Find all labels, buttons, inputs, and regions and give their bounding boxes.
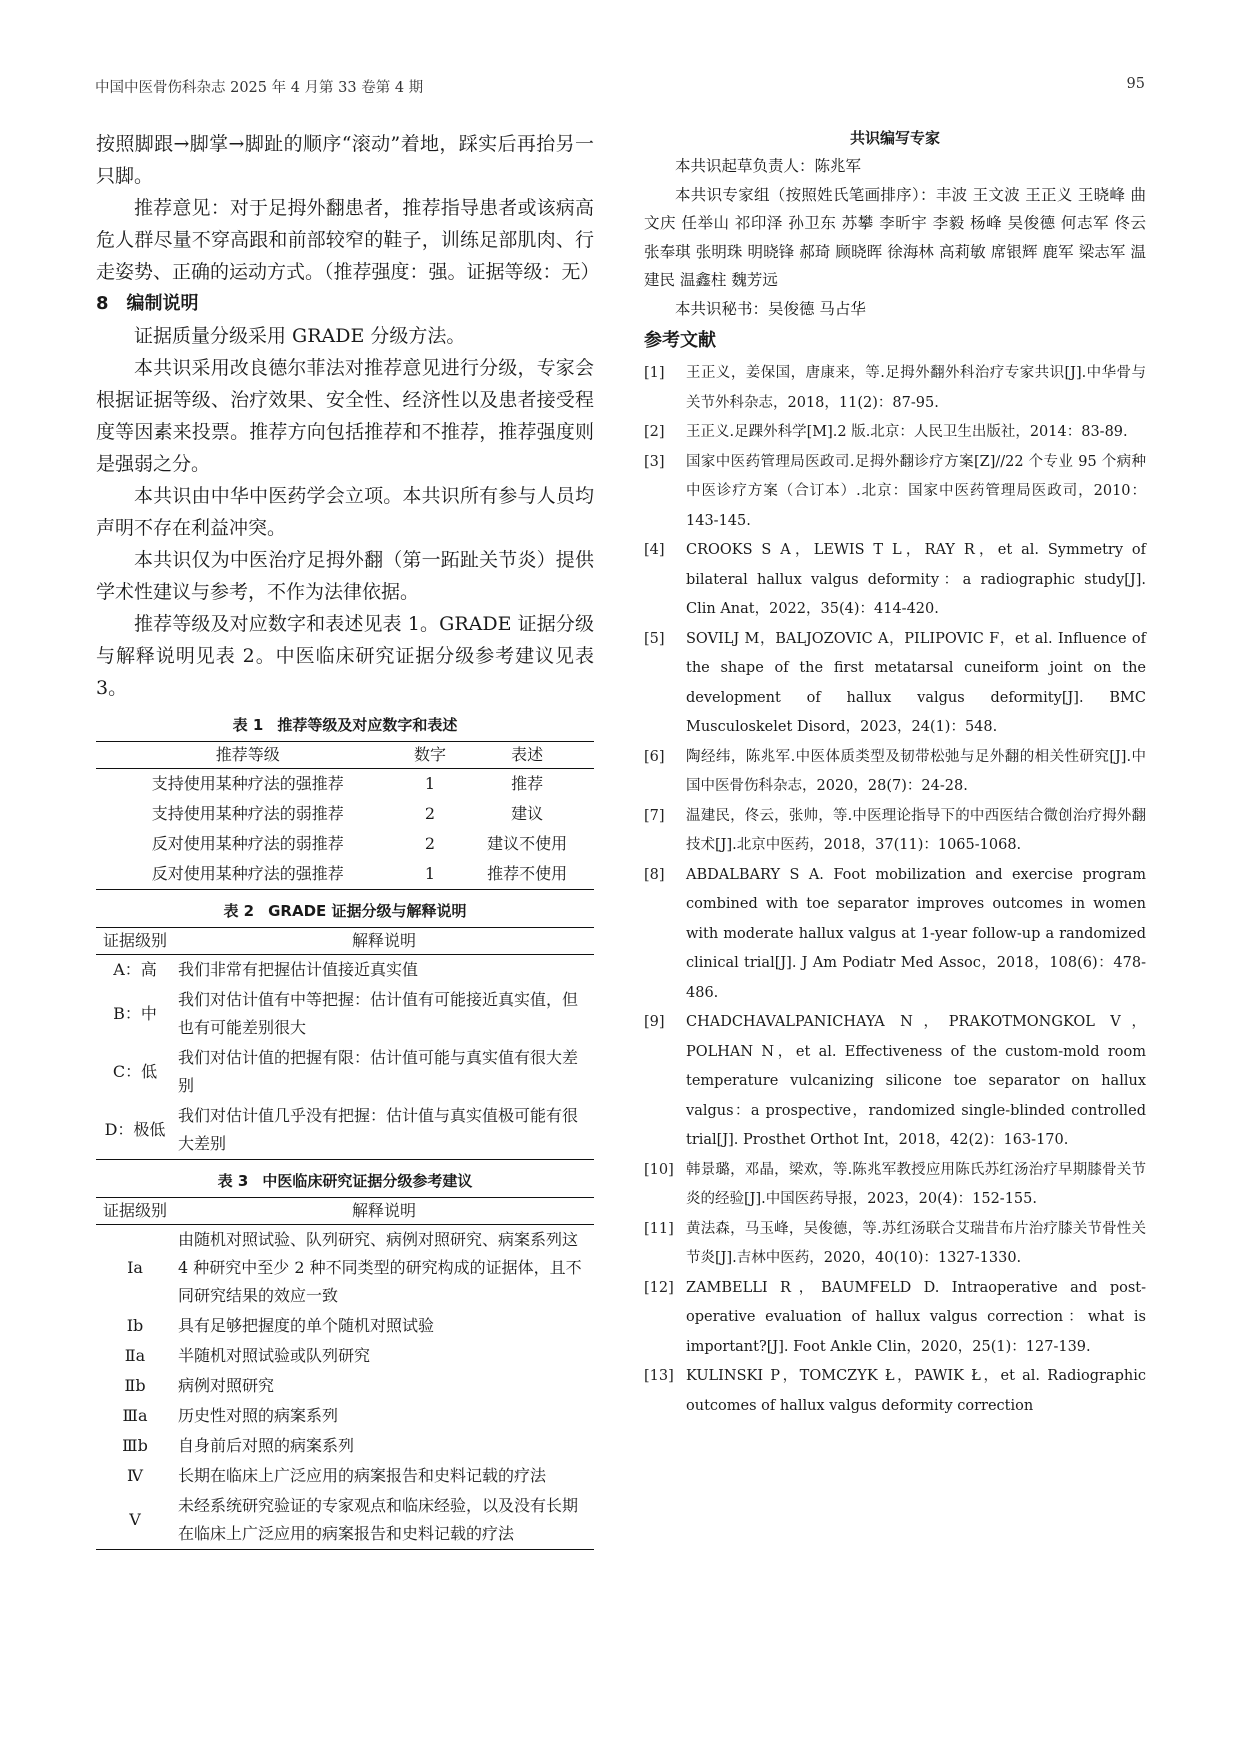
body-paragraph: 推荐等级及对应数字和表述见表 1。GRADE 证据分级与解释说明见表 2。中医临床研究证据分级参考建议见表 3。 bbox=[96, 613, 594, 699]
table3-header: 证据级别 bbox=[96, 1198, 174, 1225]
table2-caption bbox=[96, 900, 594, 921]
reference-number: [11] bbox=[644, 1220, 674, 1237]
table3-label: 表 3 bbox=[217, 1172, 249, 1190]
reference-number: [10] bbox=[644, 1161, 674, 1178]
experts-title: 共识编写专家 bbox=[849, 129, 940, 147]
table-cell: 历史性对照的病案系列 bbox=[178, 1406, 339, 1425]
reference-number: [9] bbox=[644, 1014, 665, 1030]
recommendation-paragraph: 推荐意见：对于足拇外翻患者，推荐指导患者或该病高危人群尽量不穿高跟和前部较窄的鞋子，训练足部肌肉、行走姿势、正确的运动方式。（推荐强度：强。证据等级：无） bbox=[96, 197, 600, 283]
reference-text: 黄法森，马玉峰，吴俊德，等.苏红汤联合艾瑞昔布片治疗膝关节骨性关节炎[J].吉林中医药，2020，40(10)：1327-1330. bbox=[686, 1220, 1146, 1266]
table-cell: 我们对估计值有中等把握：估计值有可能接近真实值，但也有可能差别很大 bbox=[178, 990, 579, 1037]
table-cell: Ⅰb bbox=[126, 1316, 144, 1335]
table-row bbox=[96, 1491, 594, 1550]
table2-header: 证据级别 bbox=[96, 928, 174, 955]
table-row bbox=[96, 1371, 594, 1401]
expert-group: 本共识专家组（按照姓氏笔画排序）：丰波 王文波 王正义 王晓峰 曲文庆 任举山 祁印泽 孙卫东 苏攀 李昕宇 李毅 杨峰 吴俊德 何志军 佟云 张奉琪 张明珠 明晓锋 郝琦 顾晓晖 徐海林 高莉敏 席银辉 鹿军 梁志军 温建民 温鑫柱 魏芳远 bbox=[644, 185, 1146, 289]
table-cell: Ⅲb bbox=[122, 1436, 148, 1455]
table-cell: 建议不使用 bbox=[487, 834, 568, 853]
reference-number: [8] bbox=[644, 866, 665, 883]
body-paragraph: 本共识由中华中医药学会立项。本共识所有参与人员均声明不存在利益冲突。 bbox=[96, 485, 594, 539]
reference-text: 温建民，佟云，张帅，等.中医理论指导下的中西医结合微创治疗拇外翻技术[J].北京中医药，2018，37(11)：1065-1068. bbox=[686, 807, 1146, 853]
table-cell: Ⅳ bbox=[127, 1466, 143, 1485]
table2 bbox=[96, 927, 594, 1160]
reference-text: CHADCHAVALPANICHAYA N，PRAKOTMONGKOL V，POLHAN N，et al. Effectiveness of the custom-mold room temperature vulcanizing silicone toe separator on hallux valgus：a prospective，randomized single-blinded controlled trial[J]. Prosthet Orthot Int，2018，42(2)：163-170. bbox=[686, 1014, 1146, 1148]
reference-item bbox=[644, 1008, 1146, 1156]
references-heading: 参考文献 bbox=[644, 330, 716, 351]
table-row bbox=[96, 1043, 594, 1101]
reference-text: 国家中医药管理局医政司.足拇外翻诊疗方案[Z]//22 个专业 95 个病种中医诊疗方案（合订本）.北京：国家中医药管理局医政司，2010：143-145. bbox=[686, 453, 1146, 529]
table-row bbox=[96, 829, 594, 859]
reference-number: [3] bbox=[644, 453, 665, 470]
table-cell: 支持使用某种疗法的弱推荐 bbox=[151, 804, 344, 823]
reference-item bbox=[644, 625, 1146, 743]
reference-item bbox=[644, 743, 1146, 802]
table2-title: GRADE 证据分级与解释说明 bbox=[268, 902, 467, 920]
section-title: 编制说明 bbox=[126, 293, 199, 314]
table-cell: C：低 bbox=[112, 1062, 158, 1081]
reference-text: SOVILJ M，BALJOZOVIC A，PILIPOVIC F，et al. Influence of the shape of the first metatarsal cuneiform joint on the development of hallux valgus deformity[J]. BMC Musculoskelet Disord，2023，24(1)：548. bbox=[686, 630, 1146, 735]
table-cell: 我们对估计值几乎没有把握：估计值与真实值极可能有很大差别 bbox=[178, 1106, 579, 1153]
reference-item bbox=[644, 1215, 1146, 1274]
table-cell: Ⅰa bbox=[127, 1258, 143, 1277]
reference-item bbox=[644, 448, 1146, 537]
table-row bbox=[96, 985, 594, 1043]
reference-text: 陶经纬，陈兆军.中医体质类型及韧带松弛与足外翻的相关性研究[J].中国中医骨伤科杂志，2020，28(7)：24-28. bbox=[686, 748, 1146, 794]
body-paragraph: 本共识仅为中医治疗足拇外翻（第一跖趾关节炎）提供学术性建议与参考，不作为法律依据。 bbox=[96, 549, 594, 603]
table-cell: 反对使用某种疗法的强推荐 bbox=[151, 864, 344, 883]
table-row bbox=[96, 1311, 594, 1341]
table1-header: 表述 bbox=[460, 742, 594, 769]
reference-item bbox=[644, 1156, 1146, 1215]
table-cell: 由随机对照试验、队列研究、病例对照研究、病案系列这 4 种研究中至少 2 种不同类型的研究构成的证据体，且不同研究结果的效应一致 bbox=[178, 1230, 582, 1305]
table-cell: 未经系统研究验证的专家观点和临床经验，以及没有长期在临床上广泛应用的病案报告和史料记载的疗法 bbox=[178, 1496, 579, 1543]
table-cell: 半随机对照试验或队列研究 bbox=[178, 1346, 371, 1365]
reference-item bbox=[644, 359, 1146, 418]
section-number: 8 bbox=[96, 293, 109, 314]
table3 bbox=[96, 1197, 594, 1550]
section-heading bbox=[96, 288, 594, 320]
table1 bbox=[96, 741, 594, 890]
table-cell: A：高 bbox=[113, 960, 157, 979]
reference-text: 王正义，姜保国，唐康来，等.足拇外翻外科治疗专家共识[J].中华骨与关节外科杂志，2018，11(2)：87-95. bbox=[686, 365, 1146, 411]
table2-header: 解释说明 bbox=[174, 928, 594, 955]
table1-label: 表 1 bbox=[232, 716, 264, 734]
reference-text: ABDALBARY S A. Foot mobilization and exercise program combined with toe separator improves outcomes in women with moderate hallux valgus at 1-year follow-up a randomized clinical trial[J]. J Am Podiatr Med Assoc，2018，108(6)：478-486. bbox=[686, 866, 1146, 1001]
page-number: 95 bbox=[1126, 76, 1145, 92]
table1-header: 推荐等级 bbox=[96, 742, 400, 769]
table-cell: Ⅴ bbox=[129, 1510, 141, 1529]
reference-number: [13] bbox=[644, 1368, 674, 1384]
table-cell: 2 bbox=[424, 804, 436, 823]
table-cell: 支持使用某种疗法的强推荐 bbox=[151, 774, 344, 793]
table-row bbox=[96, 1461, 594, 1491]
table-cell: Ⅲa bbox=[122, 1406, 148, 1425]
table-cell: Ⅱb bbox=[124, 1376, 146, 1395]
table-cell: 我们对估计值的把握有限：估计值可能与真实值有很大差别 bbox=[178, 1048, 579, 1095]
table-row bbox=[96, 955, 594, 986]
secretary: 本共识秘书：吴俊德 马占华 bbox=[675, 299, 866, 318]
table-cell: 病例对照研究 bbox=[178, 1376, 275, 1395]
table-row bbox=[96, 1401, 594, 1431]
table2-label: 表 2 bbox=[223, 902, 255, 920]
body-paragraph: 本共识采用改良德尔菲法对推荐意见进行分级，专家会根据证据等级、治疗效果、安全性、经济性以及患者接受程度等因素来投票。推荐方向包括推荐和不推荐，推荐强度则是强弱之分。 bbox=[96, 357, 594, 475]
table-row bbox=[96, 799, 594, 829]
table-cell: B：中 bbox=[113, 1004, 157, 1023]
table-cell: 1 bbox=[424, 864, 436, 883]
table-cell: 1 bbox=[424, 774, 436, 793]
table-cell: 我们非常有把握估计值接近真实值 bbox=[178, 960, 419, 979]
reference-item bbox=[644, 536, 1146, 625]
table3-title: 中医临床研究证据分级参考建议 bbox=[262, 1172, 473, 1190]
reference-number: [4] bbox=[644, 542, 665, 558]
table-cell: 建议 bbox=[511, 804, 544, 823]
table-row bbox=[96, 1101, 594, 1160]
right-column bbox=[644, 128, 1146, 1421]
table-cell: 长期在临床上广泛应用的病案报告和史料记载的疗法 bbox=[178, 1466, 547, 1485]
body-paragraph: 证据质量分级采用 GRADE 分级方法。 bbox=[134, 325, 466, 347]
table-cell: 推荐 bbox=[511, 774, 544, 793]
reference-item bbox=[644, 418, 1146, 448]
table1-caption bbox=[96, 714, 594, 735]
reference-number: [7] bbox=[644, 807, 665, 824]
table-cell: 具有足够把握度的单个随机对照试验 bbox=[178, 1316, 435, 1335]
table-row bbox=[96, 1225, 594, 1312]
table-cell: 推荐不使用 bbox=[487, 864, 568, 883]
table-row bbox=[96, 1341, 594, 1371]
table-row bbox=[96, 1431, 594, 1461]
table3-caption bbox=[96, 1170, 594, 1191]
table-row bbox=[96, 859, 594, 890]
reference-item bbox=[644, 802, 1146, 861]
reference-item bbox=[644, 1274, 1146, 1363]
table1-header: 数字 bbox=[400, 742, 461, 769]
table-cell: Ⅱa bbox=[124, 1346, 146, 1365]
reference-number: [6] bbox=[644, 748, 665, 765]
body-paragraph: 按照脚跟→脚掌→脚趾的顺序“滚动”着地，踩实后再抬另一只脚。 bbox=[96, 133, 594, 187]
reference-number: [5] bbox=[644, 630, 665, 647]
running-header bbox=[95, 76, 1145, 96]
reference-item bbox=[644, 861, 1146, 1009]
reference-number: [1] bbox=[644, 365, 665, 381]
table-row bbox=[96, 769, 594, 800]
reference-item bbox=[644, 1362, 1146, 1421]
reference-text: 韩景璐，邓晶，梁欢，等.陈兆军教授应用陈氏苏红汤治疗早期膝骨关节炎的经验[J].中国医药导报，2023，20(4)：152-155. bbox=[686, 1161, 1146, 1207]
reference-number: [12] bbox=[644, 1279, 674, 1296]
drafting-lead: 本共识起草负责人：陈兆军 bbox=[675, 157, 862, 175]
reference-number: [2] bbox=[644, 424, 665, 440]
reference-text: ZAMBELLI R，BAUMFELD D. Intraoperative and post-operative evaluation of hallux valgus correction：what is important?[J]. Foot Ankle Clin，2020，25(1)：127-139. bbox=[686, 1279, 1146, 1355]
table1-title: 推荐等级及对应数字和表述 bbox=[277, 716, 458, 734]
journal-title: 中国中医骨伤科杂志 2025 年 4 月第 33 卷第 4 期 bbox=[95, 80, 424, 96]
reference-text: CROOKS S A，LEWIS T L，RAY R，et al. Symmetry of bilateral hallux valgus deformity：a radiographic study[J]. Clin Anat，2022，35(4)：414-420. bbox=[686, 542, 1146, 617]
reference-text: 王正义.足踝外科学[M].2 版.北京：人民卫生出版社，2014：83-89. bbox=[686, 424, 1128, 440]
table-cell: 自身前后对照的病案系列 bbox=[178, 1436, 355, 1455]
table-cell: D：极低 bbox=[104, 1120, 166, 1139]
table-cell: 2 bbox=[424, 834, 436, 853]
reference-text: KULINSKI P，TOMCZYK Ł，PAWIK Ł，et al. Radiographic outcomes of hallux valgus deformity correction bbox=[686, 1368, 1146, 1414]
table-cell: 反对使用某种疗法的弱推荐 bbox=[151, 834, 344, 853]
table3-header: 解释说明 bbox=[174, 1198, 594, 1225]
left-column bbox=[96, 128, 600, 1550]
